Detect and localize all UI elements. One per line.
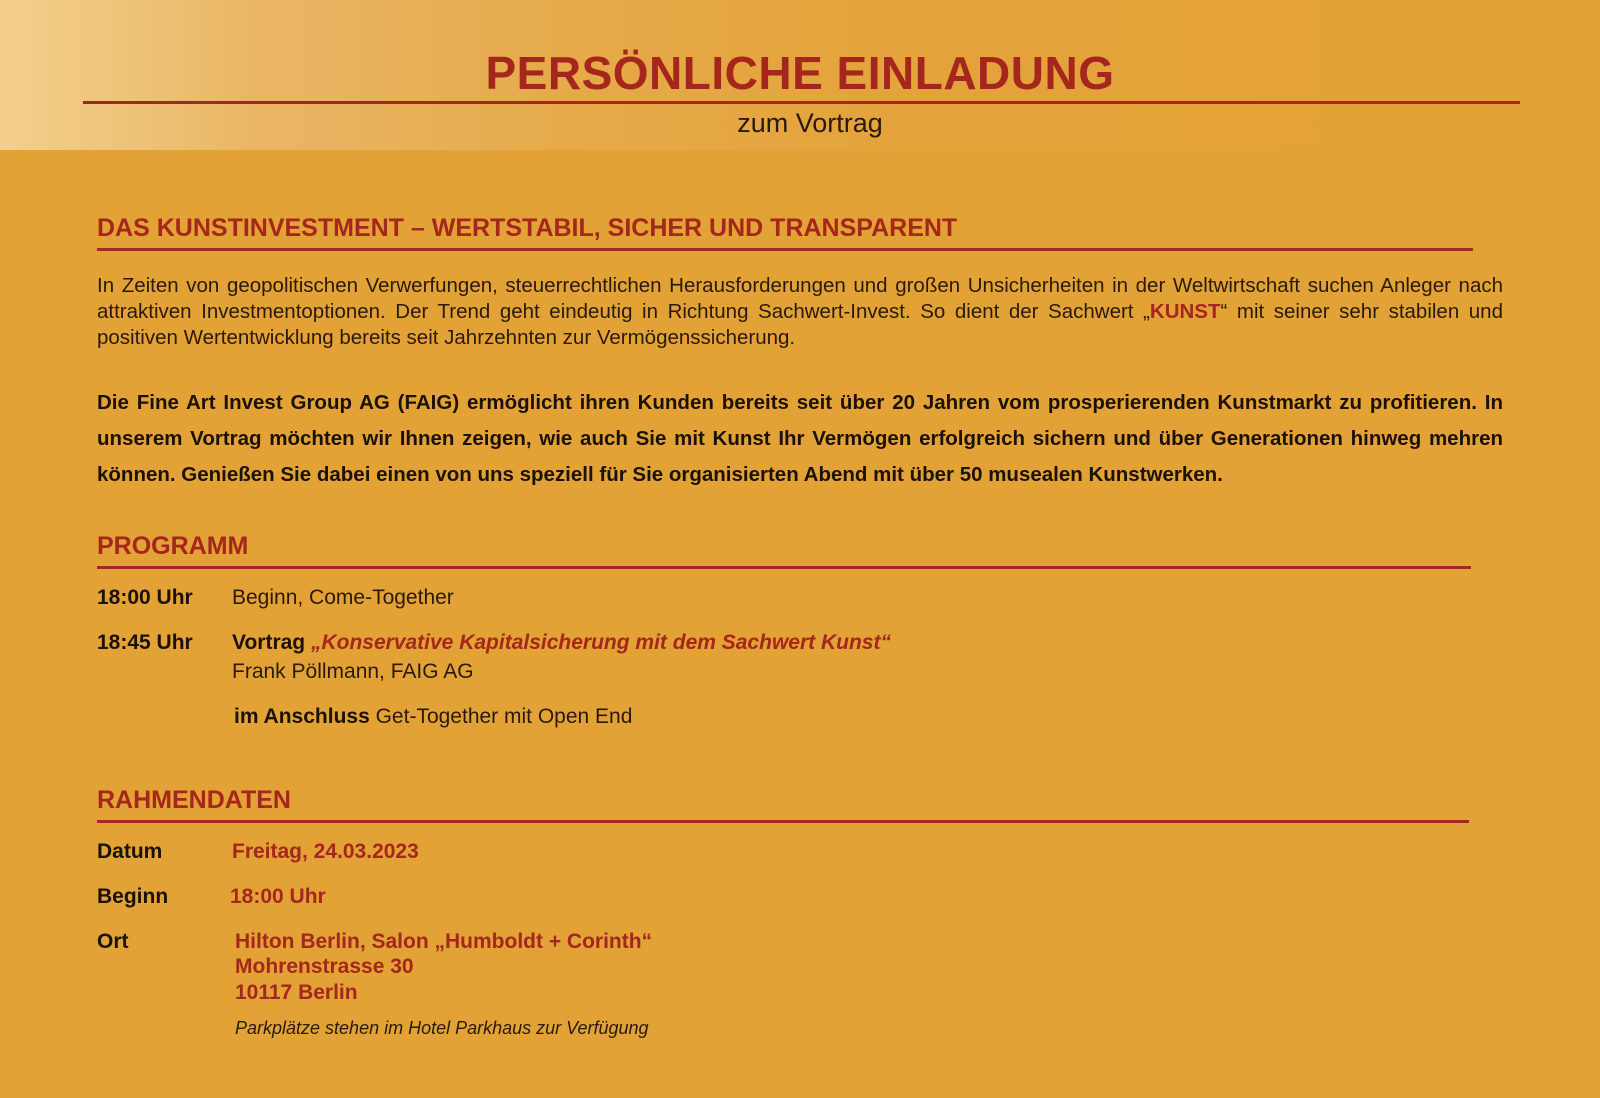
programm-item3-text: Get-Together mit Open End	[369, 705, 633, 728]
parking-note: Parkplätze stehen im Hotel Parkhaus zur Verfügung	[235, 1018, 649, 1038]
ort-label: Ort	[97, 930, 129, 953]
beginn-value: 18:00 Uhr	[230, 885, 326, 908]
programm-item3-line	[234, 705, 632, 729]
programm-item2-line	[232, 631, 891, 655]
programm-item2-quote-open: „	[310, 631, 322, 654]
intro-divider	[97, 248, 1473, 251]
intro-text-part2: “ mit seiner sehr stabilen und positiven Wertentwicklung bereits seit Jahrzehnten zur Vermögenssicherung.	[97, 300, 1503, 349]
programm-item2-quote-close: “	[880, 631, 891, 654]
page-subtitle: zum Vortrag	[737, 108, 883, 138]
programm-item2-title: Konservative Kapitalsicherung mit dem Sachwert Kunst	[321, 631, 881, 654]
title-divider	[83, 101, 1520, 104]
programm-heading: PROGRAMM	[97, 532, 249, 560]
ort-line1: Hilton Berlin, Salon „Humboldt + Corinth“	[235, 930, 653, 953]
programm-item1-time: 18:00 Uhr	[97, 586, 193, 609]
intro-text-part1: In Zeiten von geopolitischen Verwerfungen, steuerrechtlichen Herausforderungen und großen Unsicherheiten in der Weltwirtschaft suchen Anleger nach attraktiven Investmentoptionen. Der Trend geht eindeutig in Richtung Sachwert-Invest. So dient der Sachwert „	[97, 274, 1503, 323]
rahmendaten-heading: RAHMENDATEN	[97, 786, 291, 814]
faig-paragraph: Die Fine Art Invest Group AG (FAIG) ermöglicht ihren Kunden bereits seit über 20 Jahren vom prosperierenden Kunstmarkt zu profitieren. In unserem Vortrag möchten wir Ihnen zeigen, wie auch Sie mit Kunst Ihr Vermögen erfolgreich sichern und über Generationen hinweg mehren können. Genießen Sie dabei einen von uns speziell für Sie organisierten Abend mit über 50 musealen Kunstwerken.	[97, 391, 1503, 486]
intro-paragraph	[97, 273, 1503, 351]
intro-highlight-kunst: KUNST	[1149, 300, 1221, 323]
programm-item2-prefix: Vortrag	[232, 631, 311, 654]
programm-item2-speaker: Frank Pöllmann, FAIG AG	[232, 660, 474, 683]
beginn-label: Beginn	[97, 885, 169, 908]
ort-line3: 10117 Berlin	[235, 981, 358, 1004]
programm-item2-time: 18:45 Uhr	[97, 631, 193, 654]
datum-value: Freitag, 24.03.2023	[232, 840, 419, 863]
programm-divider	[97, 566, 1471, 569]
ort-line2: Mohrenstrasse 30	[235, 955, 414, 978]
datum-label: Datum	[97, 840, 163, 863]
programm-item3-label: im Anschluss	[234, 705, 370, 728]
intro-heading: DAS KUNSTINVESTMENT – WERTSTABIL, SICHER UND TRANSPARENT	[97, 214, 958, 242]
page-title: PERSÖNLICHE EINLADUNG	[485, 47, 1115, 99]
programm-item1-text: Beginn, Come-Together	[232, 586, 454, 609]
rahmendaten-divider	[97, 820, 1469, 823]
